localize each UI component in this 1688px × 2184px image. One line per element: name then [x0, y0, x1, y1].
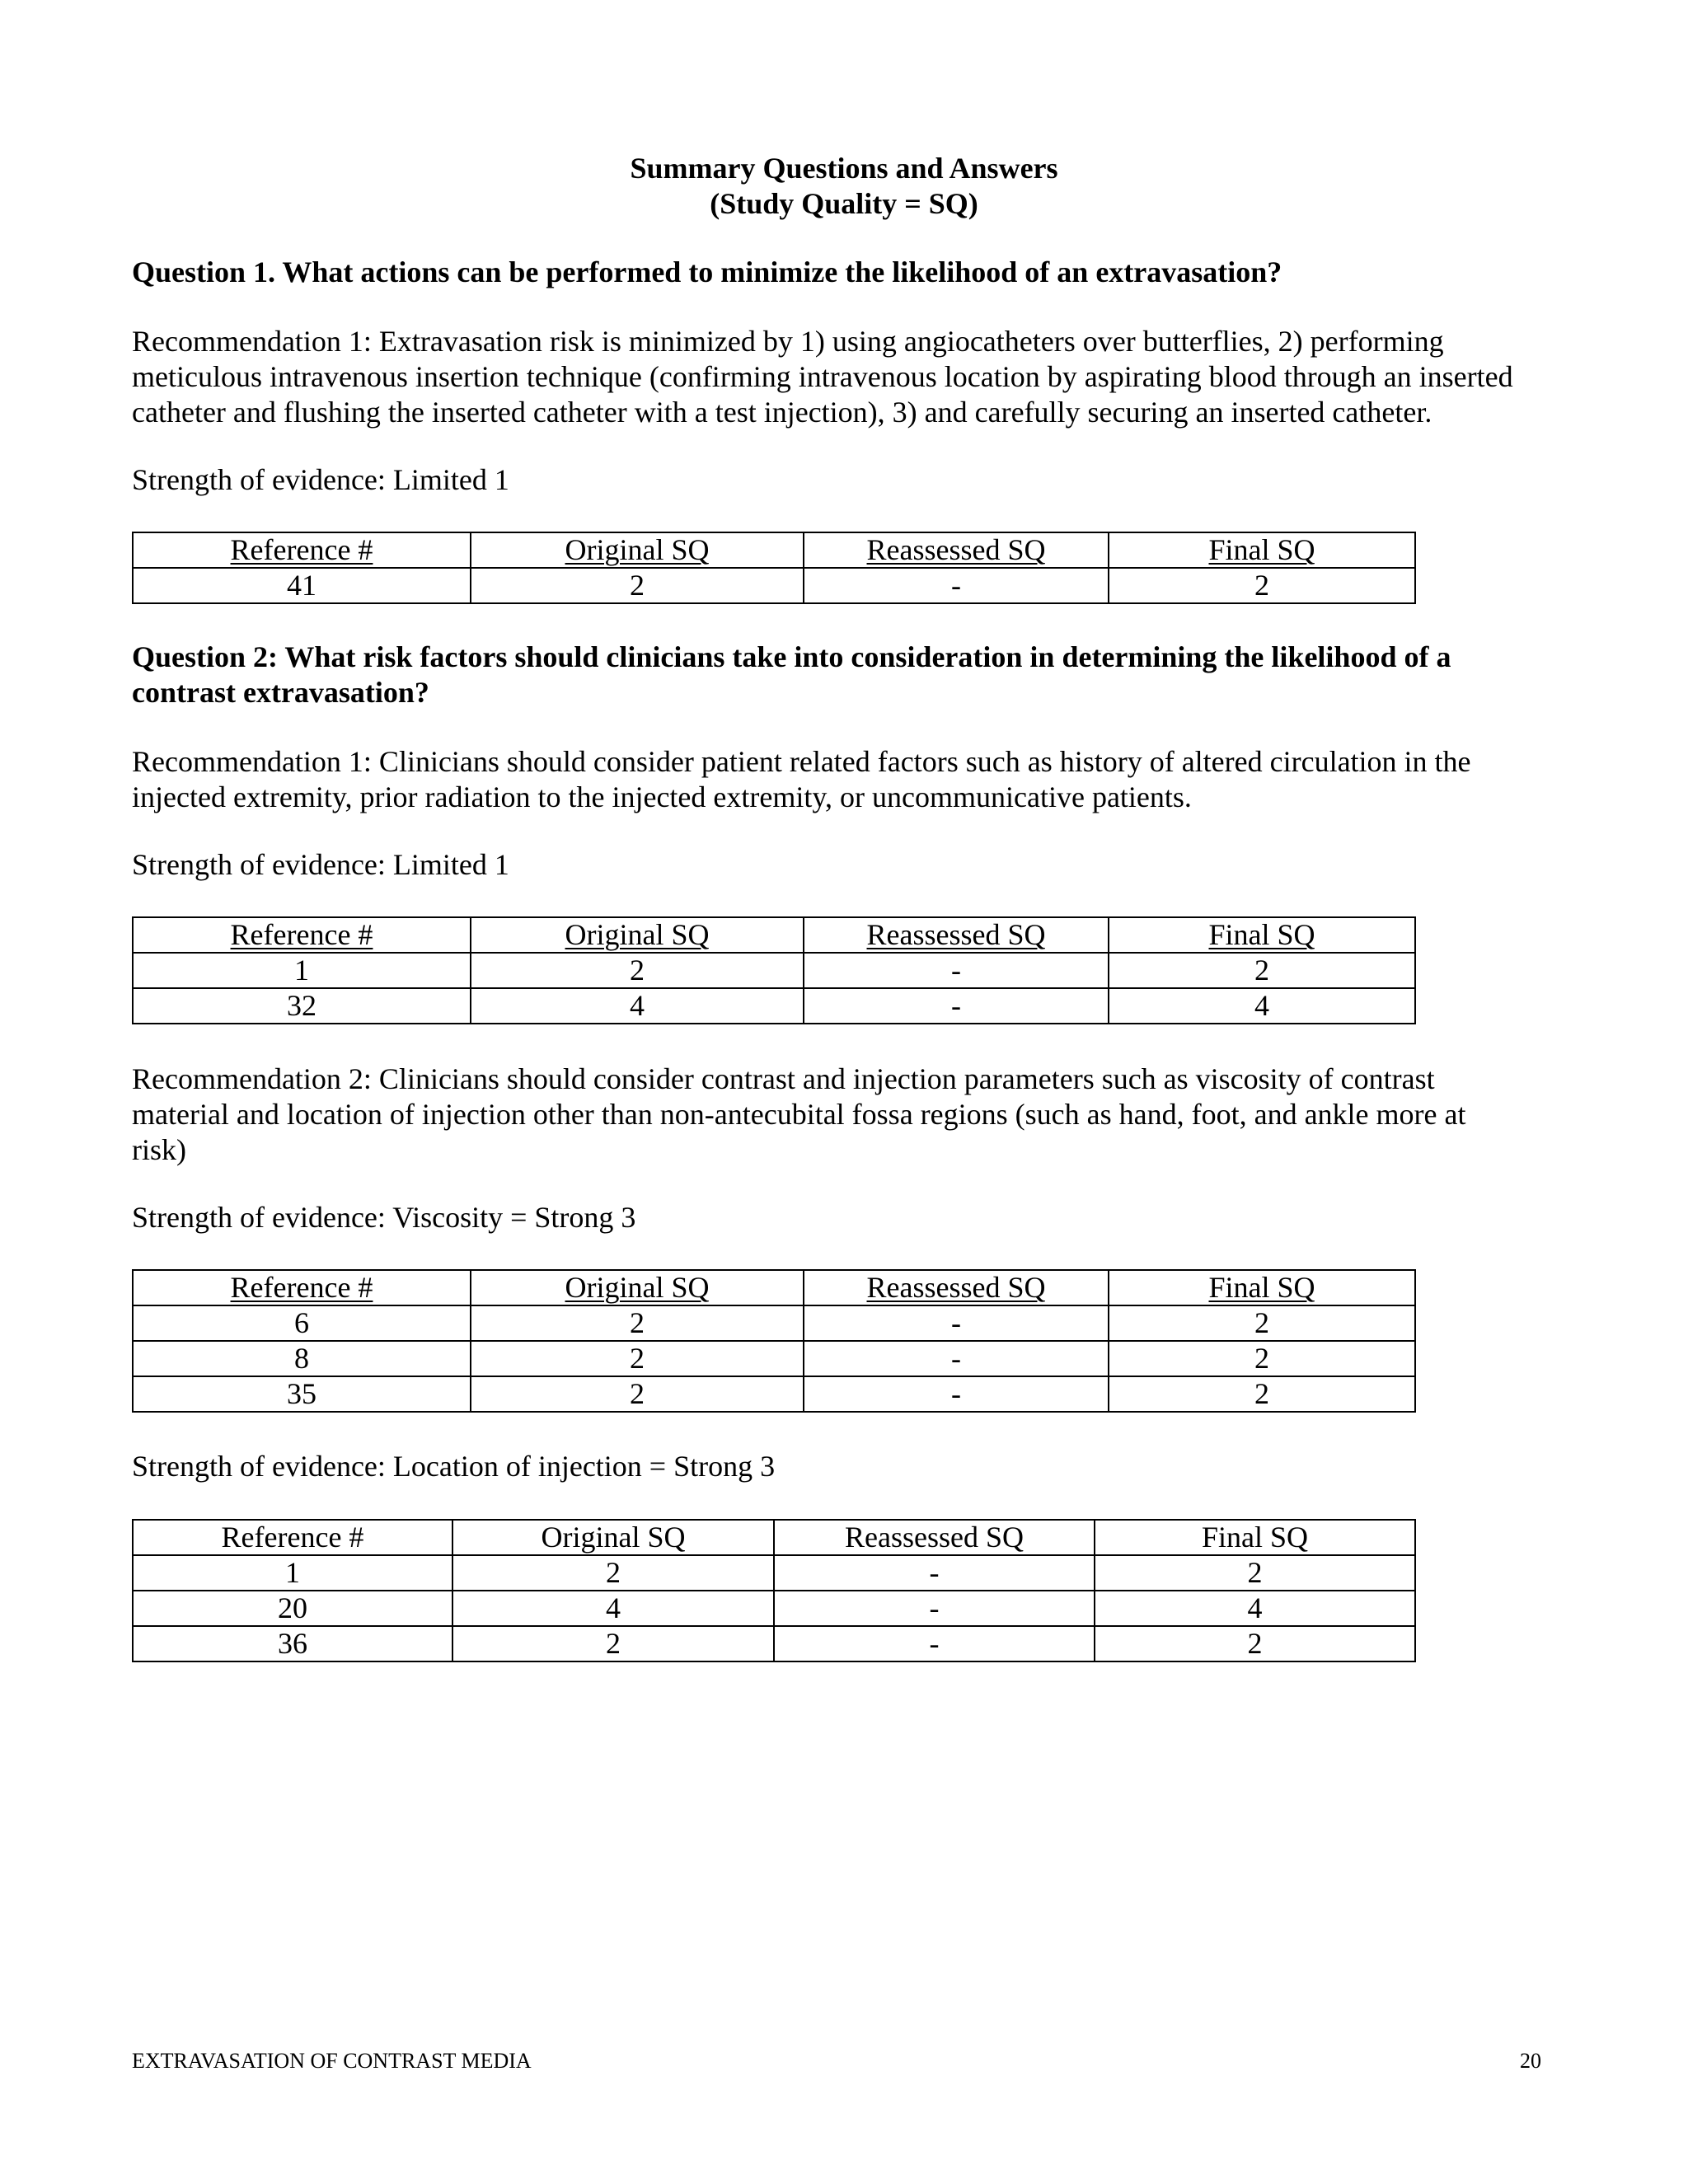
table-cell: - [804, 568, 1109, 603]
table-cell: 2 [471, 568, 804, 603]
table-cell: 2 [1109, 1376, 1415, 1412]
q2-rec2-line: risk) [132, 1133, 186, 1166]
table-cell: 2 [1109, 1305, 1415, 1341]
q1-rec1-line: meticulous intravenous insertion technique (confirming intravenous location by aspirating blood through an inserted [132, 360, 1513, 393]
column-header-reassessed-sq: Reassessed SQ [774, 1520, 1095, 1555]
column-header-final-sq: Final SQ [1109, 917, 1415, 953]
q2-rec2-viscosity-sq-table [132, 1269, 1416, 1413]
table-cell: - [774, 1591, 1095, 1626]
table-cell: - [774, 1626, 1095, 1661]
table-cell: 1 [133, 1555, 452, 1591]
q1-recommendation-1 [132, 324, 1558, 430]
table-cell: 2 [1109, 953, 1415, 988]
table-cell: 4 [471, 988, 804, 1024]
table-cell: 2 [1095, 1626, 1415, 1661]
column-header-reassessed-sq: Reassessed SQ [804, 532, 1109, 568]
table-header-row [133, 1520, 1415, 1555]
table-row [133, 1555, 1415, 1591]
table-cell: 4 [452, 1591, 774, 1626]
question-2-heading [132, 640, 1550, 710]
table-header-row [133, 1270, 1415, 1305]
column-header-reassessed-sq: Reassessed SQ [804, 1270, 1109, 1305]
table-cell: 2 [1095, 1555, 1415, 1591]
question-2-line: contrast extravasation? [132, 676, 429, 709]
page-number: 20 [1520, 2049, 1541, 2073]
q2-rec2-line: material and location of injection other than non-antecubital fossa regions (such as hand, foot, and ankle more at [132, 1098, 1466, 1131]
q2-rec2-strength-viscosity: Strength of evidence: Viscosity = Strong 3 [132, 1201, 636, 1234]
column-header-original-sq: Original SQ [471, 917, 804, 953]
table-cell: 36 [133, 1626, 452, 1661]
table-row [133, 1305, 1415, 1341]
column-header-final-sq: Final SQ [1095, 1520, 1415, 1555]
column-header-reference: Reference # [133, 1270, 471, 1305]
table-header-row [133, 532, 1415, 568]
table-cell: 2 [471, 953, 804, 988]
column-header-original-sq: Original SQ [471, 1270, 804, 1305]
q2-recommendation-2 [132, 1062, 1558, 1168]
page-subtitle: (Study Quality = SQ) [710, 187, 978, 220]
column-header-reference: Reference # [133, 532, 471, 568]
table-cell: 2 [471, 1376, 804, 1412]
table-cell: 4 [1109, 988, 1415, 1024]
table-row [133, 953, 1415, 988]
table-cell: 2 [452, 1626, 774, 1661]
table-row [133, 568, 1415, 603]
table-cell: 2 [471, 1341, 804, 1376]
q2-rec2-strength-location: Strength of evidence: Location of injection = Strong 3 [132, 1450, 776, 1483]
table-cell: - [804, 953, 1109, 988]
q1-rec1-strength-of-evidence: Strength of evidence: Limited 1 [132, 463, 509, 496]
table-cell: 20 [133, 1591, 452, 1626]
table-cell: 41 [133, 568, 471, 603]
table-cell: - [774, 1555, 1095, 1591]
table-cell: 2 [1109, 568, 1415, 603]
table-row [133, 1341, 1415, 1376]
q2-rec1-line: injected extremity, prior radiation to the injected extremity, or uncommunicative patients. [132, 780, 1192, 813]
table-cell: 1 [133, 953, 471, 988]
column-header-original-sq: Original SQ [452, 1520, 774, 1555]
table-row [133, 1591, 1415, 1626]
table-row [133, 1376, 1415, 1412]
page-title: Summary Questions and Answers [630, 152, 1058, 185]
q1-rec1-line: catheter and flushing the inserted catheter with a test injection), 3) and carefully securing an inserted catheter. [132, 396, 1432, 429]
q2-rec1-sq-table [132, 916, 1416, 1024]
table-cell: 35 [133, 1376, 471, 1412]
table-row [133, 988, 1415, 1024]
table-cell: - [804, 1305, 1109, 1341]
column-header-final-sq: Final SQ [1109, 1270, 1415, 1305]
q2-rec1-line: Recommendation 1: Clinicians should consider patient related factors such as history of altered circulation in the [132, 745, 1471, 778]
running-footer: EXTRAVASATION OF CONTRAST MEDIA [132, 2049, 532, 2073]
q2-rec2-line: Recommendation 2: Clinicians should consider contrast and injection parameters such as viscosity of contrast [132, 1062, 1435, 1095]
table-header-row [133, 917, 1415, 953]
table-cell: 2 [471, 1305, 804, 1341]
table-cell: 8 [133, 1341, 471, 1376]
column-header-original-sq: Original SQ [471, 532, 804, 568]
table-cell: - [804, 1376, 1109, 1412]
q2-recommendation-1 [132, 744, 1558, 815]
question-1-heading: Question 1. What actions can be performed to minimize the likelihood of an extravasation? [132, 255, 1282, 288]
question-2-line: Question 2: What risk factors should clinicians take into consideration in determining the likelihood of a [132, 640, 1451, 673]
column-header-final-sq: Final SQ [1109, 532, 1415, 568]
column-header-reference: Reference # [133, 917, 471, 953]
table-cell: 4 [1095, 1591, 1415, 1626]
column-header-reassessed-sq: Reassessed SQ [804, 917, 1109, 953]
table-cell: 6 [133, 1305, 471, 1341]
table-cell: 32 [133, 988, 471, 1024]
q1-rec1-line: Recommendation 1: Extravasation risk is minimized by 1) using angiocatheters over butterflies, 2) performing [132, 325, 1444, 358]
table-row [133, 1626, 1415, 1661]
column-header-reference: Reference # [133, 1520, 452, 1555]
table-cell: 2 [1109, 1341, 1415, 1376]
table-cell: - [804, 988, 1109, 1024]
q2-rec1-strength-of-evidence: Strength of evidence: Limited 1 [132, 848, 509, 881]
table-cell: - [804, 1341, 1109, 1376]
q1-rec1-sq-table [132, 532, 1416, 604]
table-cell: 2 [452, 1555, 774, 1591]
q2-rec2-location-sq-table [132, 1519, 1416, 1662]
